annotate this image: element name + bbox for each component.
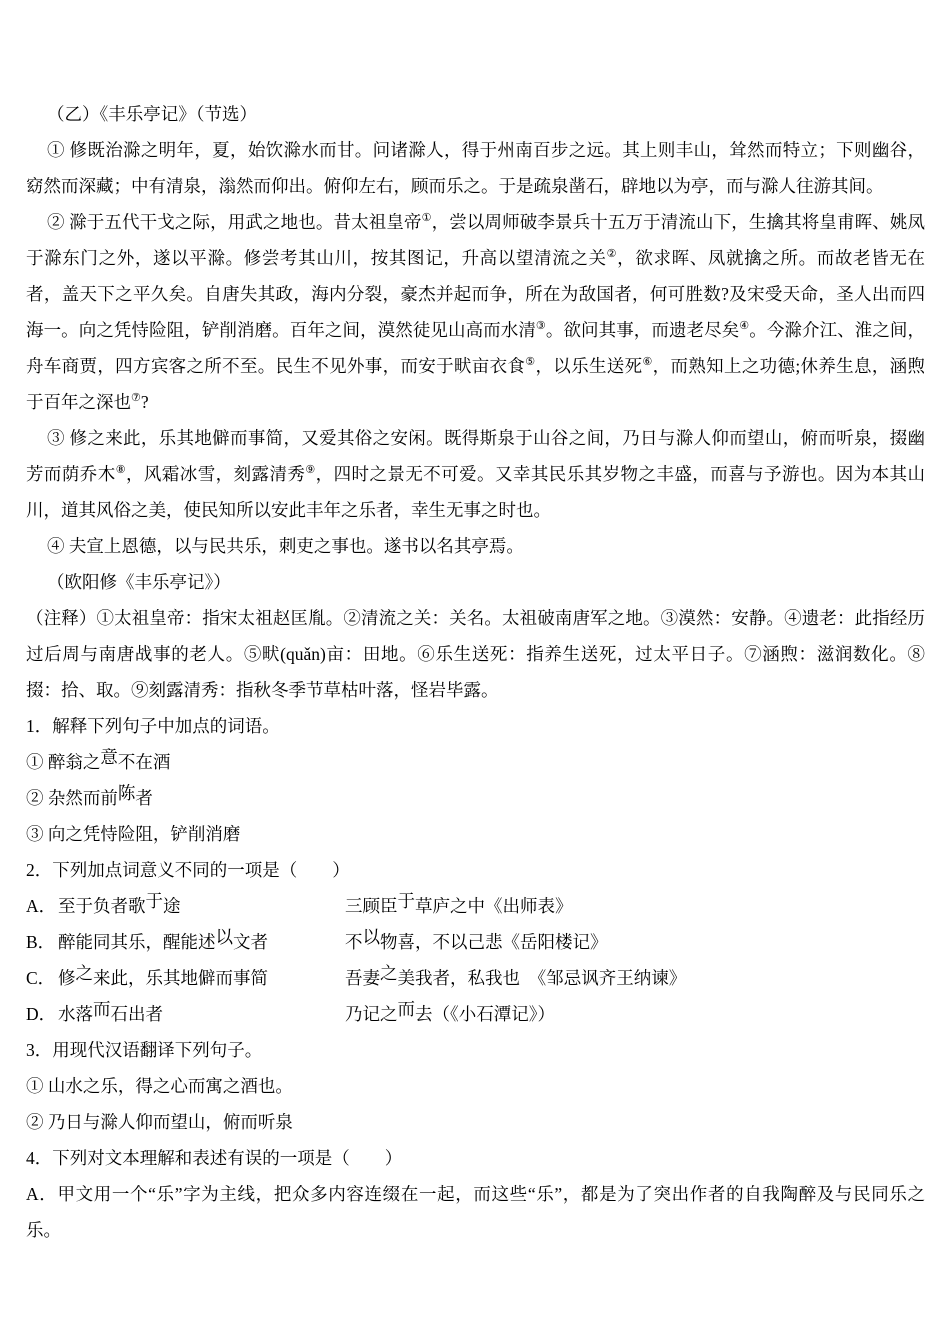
option-label: A．: [26, 1184, 58, 1204]
passage-paragraph-1: ① 修既治滁之明年，夏，始饮滁水而甘。问诸滁人，得于州南百步之远。其上则丰山，耸然而特立；下则幽谷，窈然而深藏；中有清泉，滃然而仰出。俯仰左右，顾而乐之。于是疏泉凿石，辟地以为亭，而与滁人往游其间。: [26, 140, 925, 196]
question-3-item-2: ② 乃日与滁人仰而望山，俯而听泉: [26, 1112, 293, 1132]
option-right-text: 三顾臣于草庐之中《出师表》: [345, 891, 573, 916]
question-2-option-c: [26, 960, 925, 996]
option-label: B．: [26, 932, 56, 952]
option-left-text: 至于负者歌于途: [58, 891, 181, 916]
passage-paragraph-2: ② 滁于五代干戈之际，用武之地也。昔太祖皇帝①，尝以周师破李景兵十五万于清流山下，生擒其将皇甫晖、姚凤于滁东门之外，遂以平滁。修尝考其山川，按其图记，升高以望清流之关②，欲求晖、凤就擒之所。而故老皆无在者，盖天下之平久矣。自唐失其政，海内分裂，豪杰并起而争，所在为敌国者，何可胜数?及宋受天命，圣人出而四海一。向之凭恃险阻，铲削消磨。百年之间，漠然徒见山高而水清③。欲问其事，而遗老尽矣④。今滁介江、淮之间，舟车商贾，四方宾客之所不至。民生不见外事，而安于畎亩衣食⑤，以乐生送死⑥，而熟知上之功德;休养生息，涵煦于百年之深也⑦?: [26, 212, 925, 412]
question-1-heading: 1．解释下列句子中加点的词语。: [26, 716, 280, 736]
passage-attribution: （欧阳修《丰乐亭记》）: [47, 572, 231, 592]
passage-paragraph-3: ③ 修之来此，乐其地僻而事简，又爱其俗之安闲。既得斯泉于山谷之间，乃日与滁人仰而望山，俯而听泉，掇幽芳而荫乔木⑧，风霜冰雪，刻露清秀⑨，四时之景无不可爱。又幸其民乐其岁物之丰盛，而喜与予游也。因为本其山川，道其风俗之美，使民知所以安此丰年之乐者，幸生无事之时也。: [26, 428, 925, 520]
question-1-item-3: ③ 向之凭恃险阻，铲削消磨: [26, 824, 241, 844]
question-1-item-2: ② 杂然而前陈者: [26, 783, 153, 808]
option-label: D．: [26, 1004, 57, 1024]
question-2-heading: 2．下列加点词意义不同的一项是（ ）: [26, 860, 350, 880]
option-label: C．: [26, 968, 56, 988]
question-2-option-a: [26, 888, 925, 924]
question-3-item-1: ① 山水之乐，得之心而寓之酒也。: [26, 1076, 293, 1096]
option-right-text: 不以物喜，不以己悲《岳阳楼记》: [345, 927, 608, 952]
question-4-option-a: [26, 1176, 925, 1248]
option-label: A．: [26, 896, 57, 916]
option-left-text: 水落而石出者: [58, 999, 163, 1024]
option-left-text: 醉能同其乐，醒能述以文者: [58, 927, 268, 952]
option-right-text: 乃记之而去（《小石潭记》）: [345, 999, 555, 1024]
question-2-option-b: [26, 924, 925, 960]
question-3-heading: 3．用现代汉语翻译下列句子。: [26, 1040, 263, 1060]
option-text: 甲文用一个“乐”字为主线，把众多内容连缀在一起，而这些“乐”，都是为了突出作者的自我陶醉及与民同乐之乐。: [26, 1184, 925, 1240]
passage-paragraph-4: ④ 夫宣上恩德，以与民共乐，刺吏之事也。遂书以名其亭焉。: [47, 536, 524, 556]
question-4-heading: 4．下列对文本理解和表述有误的一项是（ ）: [26, 1148, 403, 1168]
option-right-text: 吾妻之美我者，私我也 《邹忌讽齐王纳谏》: [345, 963, 687, 988]
question-1-item-1: ① 醉翁之意不在酒: [26, 747, 171, 772]
question-2-option-d: [26, 996, 925, 1032]
passage-notes: （注释）①太祖皇帝：指宋太祖赵匡胤。②清流之关：关名。太祖破南唐军之地。③漠然：安静。④遗老：此指经历过后周与南唐战事的老人。⑤畎(quǎn)亩：田地。⑥乐生送死：指养生送死，过太平日子。⑦涵煦：滋润数化。⑧掇：拾、取。⑨刻露清秀：指秋冬季节草枯叶落，怪岩毕露。: [26, 608, 925, 700]
option-left-text: 修之来此，乐其地僻而事简: [58, 963, 268, 988]
passage-heading: （乙）《丰乐亭记》（节选）: [47, 104, 257, 124]
